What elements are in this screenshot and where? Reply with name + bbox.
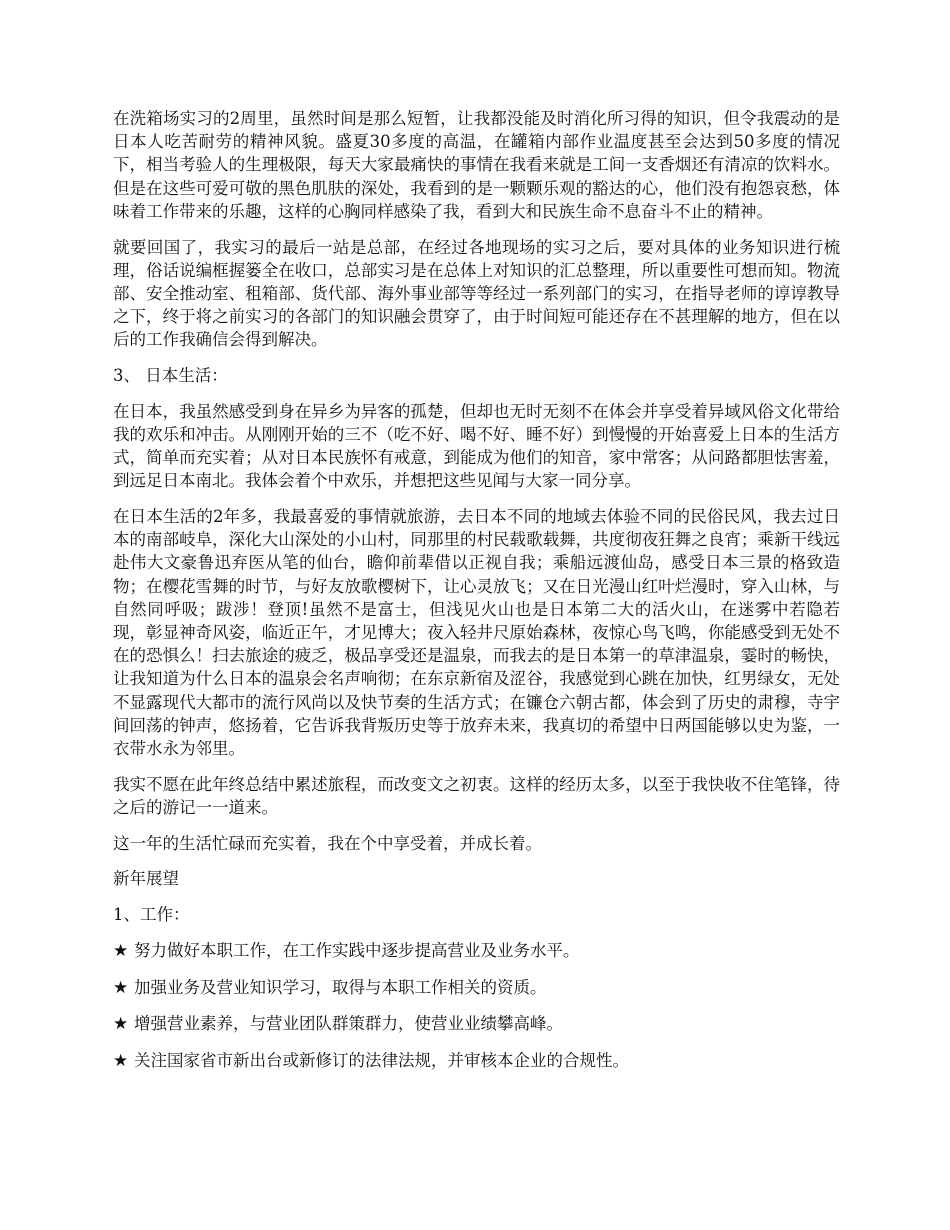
goal-text: 关注国家省市新出台或新修订的法律法规，并审核本企业的合规性。: [134, 1050, 629, 1070]
star-bullet-icon: ★: [113, 940, 129, 961]
paragraph-headquarters-internship: 就要回国了，我实习的最后一站是总部，在经过各地现场的实习之后，要对具体的业务知识进行梳理，俗话说编框握篓全在收口，总部实习是在总体上对知识的汇总整理，所以重要性可想而知。物流部、安全推动室、租箱部、货代部、海外事业部等等经过一系列部门的实习，在指导老师的谆谆教导之下，终于将之前实习的各部门的知识融会贯穿了，由于时间短可能还存在不甚理解的地方，但在以后的工作我确信会得到解决。: [113, 237, 840, 350]
goal-item: [113, 976, 840, 1000]
document-body: [113, 107, 840, 1086]
subheading-work: 1、工作：: [113, 905, 190, 925]
goal-text: 努力做好本职工作，在工作实践中逐步提高营业及业务水平。: [134, 940, 580, 960]
goal-text: 加强业务及营业知识学习，取得与本职工作相关的资质。: [134, 977, 547, 997]
paragraph-wash-yard-internship: 在洗箱场实习的2周里，虽然时间是那么短暂，让我都没能及时消化所习得的知识，但令我震动的是日本人吃苦耐劳的精神风貌。盛夏30多度的高温，在罐箱内部作业温度甚至会达到50多度的情况下，相当考验人的生理极限，每天大家最痛快的事情在我看来就是工间一支香烟还有清凉的饮料水。但是在这些可爱可敬的黑色肌肤的深处，我看到的是一颗颗乐观的豁达的心，他们没有抱怨哀愁，体味着工作带来的乐趣，这样的心胸同样感染了我，看到大和民族生命不息奋斗不止的精神。: [113, 109, 840, 221]
goal-item: [113, 939, 840, 963]
section-heading-japan-life: 3、 日本生活：: [113, 366, 228, 386]
goal-text: 增强营业素养，与营业团队群策群力，使营业业绩攀高峰。: [134, 1014, 563, 1034]
paragraph-japan-travel: 在日本生活的2年多，我最喜爱的事情就旅游，去日本不同的地域去体验不同的民俗民风，我去过日本的南部岐阜，深化大山深处的小山村，同那里的村民载歌载舞，共度彻夜狂舞之良宵；乘新干线远赴伟大文豪鲁迅弃医从笔的仙台，瞻仰前辈借以正视自我；乘船远渡仙岛，感受日本三景的格致造物；在樱花雪舞的时节，与好友放歌樱树下，让心灵放飞；又在日光漫山红叶烂漫时，穿入山林，与自然同呼吸；跋涉！登顶!虽然不是富士，但浅见火山也是日本第二大的活火山，在迷雾中若隐若现，彰显神奇风姿，临近正午，才见博大；夜入轻井尺原始森林，夜惊心鸟飞鸣，你能感受到无处不在的恐惧么！扫去旅途的疲乏，极品享受还是温泉，而我去的是日本第一的草津温泉，霎时的畅快，让我知道为什么日本的温泉会名声响彻；在东京新宿及涩谷，我感觉到心跳在加快，红男绿女，无处不显露现代大都市的流行风尚以及快节奏的生活方式；在镰仓六朝古都，体会到了历史的肃穆，寺宇间回荡的钟声，悠扬着，它告诉我背叛历史等于放弃未来，我真切的希望中日两国能够以史为鉴，一衣带水永为邻里。: [113, 507, 840, 759]
summary-line: 这一年的生活忙碌而充实着，我在个中享受着，并成长着。: [113, 833, 542, 853]
paragraph-travel-note: 我实不愿在此年终总结中累述旅程，而改变文之初衷。这样的经历太多，以至于我快收不住笔锋，待之后的游记一一道来。: [113, 774, 840, 817]
star-bullet-icon: ★: [113, 977, 129, 998]
star-bullet-icon: ★: [113, 1050, 129, 1071]
goal-item: [113, 1049, 840, 1073]
star-bullet-icon: ★: [113, 1014, 129, 1035]
section-heading-new-year-outlook: 新年展望: [113, 869, 179, 889]
goal-item: [113, 1012, 840, 1036]
paragraph-japan-life-intro: 在日本，我虽然感受到身在异乡为异客的孤楚，但却也无时无刻不在体会并享受着异域风俗文化带给我的欢乐和冲击。从刚刚开始的三不（吃不好、喝不好、睡不好）到慢慢的开始喜爱上日本的生活方式，简单而充实着；从对日本民族怀有戒意，到能成为他们的知音，家中常客；从问路都胆怯害羞，到远足日本南北。我体会着个中欢乐，并想把这些见闻与大家一同分享。: [113, 401, 840, 491]
